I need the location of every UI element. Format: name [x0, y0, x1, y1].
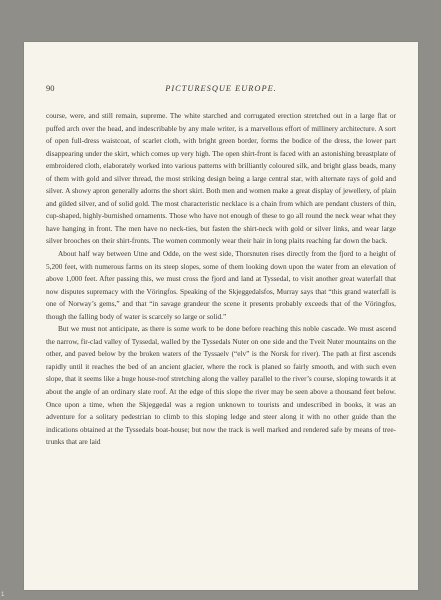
page-number: 90 — [46, 84, 55, 93]
book-page — [24, 42, 418, 590]
paragraph: About half way between Utne and Odde, on the west side, Thorsnuten rises directly from the fjord to a height of 5,200 feet, with numerous farms on its steep slopes, some of them looking down upon the water from an elevation of above 1,000 feet. After passing this, we must cross the fjord and land at Tyssedal, to visit another great waterfall that now disputes supremacy with the Vöringfos. Speaking of the Skjeggedalsfos, Murray says that “this grand waterfall is one of Norway’s gems,” and that “in savage grandeur the scene it presents probably exceeds that of the Vöringfos, though the falling body of water is scarcely so large or solid.” — [46, 249, 396, 321]
body-text — [46, 110, 396, 449]
corner-mark: 1 — [1, 592, 5, 598]
paragraph: course, were, and still remain, supreme. The white starched and corrugated erection stretched out in a large flat or puffed arch over the head, and indescribable by any male writer, is a marvellous effort of millinery architecture. A sort of open full-dress waistcoat, of scarlet cloth, with bright green border, forms the bodice of the dress, the lower part disappearing under the skirt, which comes up very high. The open shirt-front is faced with an astonishing breastplate of embroidered cloth, elaborately worked into various patterns with brilliantly coloured silk, and bright glass beads, many of them with gold and silver thread, the most striking design being a large central star, with alternate rays of gold and silver. A showy apron generally adorns the short skirt. Both men and women make a great display of jewellery, of plain and gilded silver, and of solid gold. The most characteristic necklace is a chain from which are pendant clusters of thin, cup-shaped, highly-burnished ornaments. Those who have not enough of these to go all round the neck wear what they have hanging in front. The men have no neck-ties, but fasten the shirt-neck with gold or silver links, and wear large silver brooches on their shirt-fronts. The women commonly wear their hair in long plaits reaching far down the back. — [46, 111, 396, 246]
page-header — [46, 84, 396, 96]
paragraph: But we must not anticipate, as there is some work to be done before reaching this noble cascade. We must ascend the narrow, fir-clad valley of Tyssedal, walled by the Tyssedals Nuter on one side and the Tveit Nuter mountains on the other, and paved below by the broken waters of the Tyssaelv (“elv” is the Norsk for river). The path at first ascends rapidly until it reaches the bed of an ancient glacier, where the rock is planed so fairly smooth, and with such even slope, that it seems like a huge house-roof stretching along the valley parallel to the river’s course, sloping towards it at about the angle of an ordinary slate roof. At the edge of this slope the river may be seen above a thousand feet below. Once upon a time, when the Skjeggedal was a region unknown to tourists and undescribed in books, it was an adventure for a solitary pedestrian to climb to this sloping ledge and steer along it with no other guide than the indications obtained at the Tyssedals boat-house; but now the track is well marked and rendered safe by means of tree-trunks that are laid — [46, 324, 396, 447]
running-title: PICTURESQUE EUROPE. — [165, 84, 277, 93]
